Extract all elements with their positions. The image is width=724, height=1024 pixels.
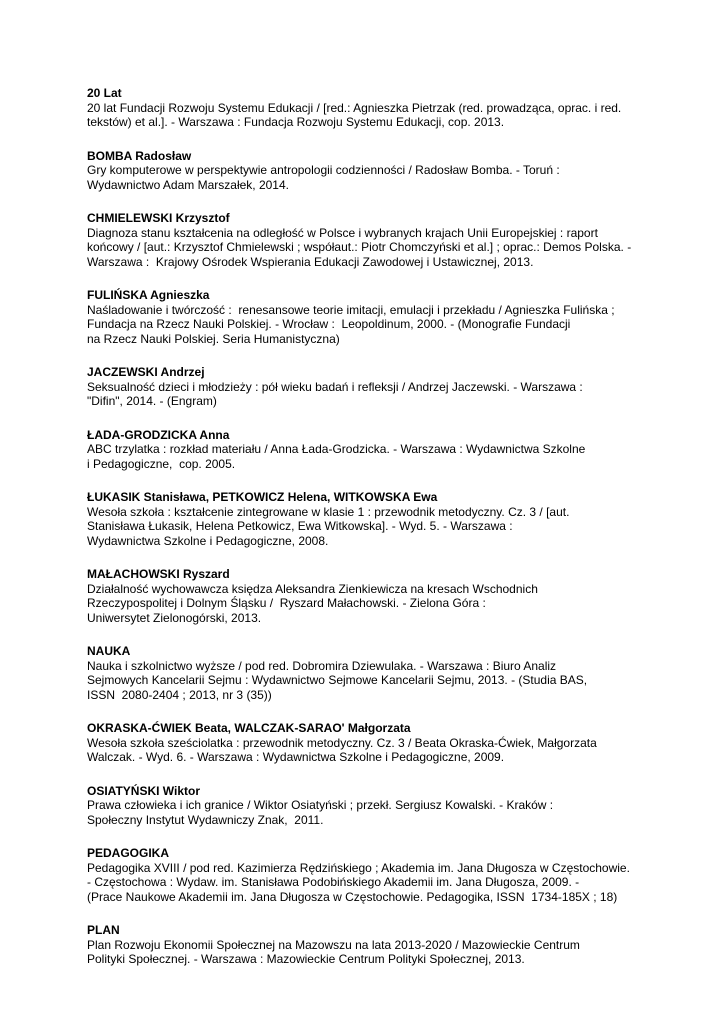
entry-heading: JACZEWSKI Andrzej: [87, 365, 205, 379]
entry-line: Walczak. - Wyd. 6. - Warszawa : Wydawnictwa Szkolne i Pedagogiczne, 2009.: [87, 750, 505, 764]
entry-line: ABC trzylatka : rozkład materiału / Anna Łada-Grodzicka. - Warszawa : Wydawnictwa Szkolne: [87, 442, 586, 456]
entry-jaczewski: [87, 365, 687, 409]
entry-line: Diagnoza stanu kształcenia na odległość w Polsce i wybranych krajach Unii Europejskiej : raport: [87, 225, 598, 240]
entry-heading: ŁADA-GRODZICKA Anna: [87, 427, 230, 442]
entry-line: Prawa człowieka i ich granice / Wiktor Osiatyński ; przekł. Sergiusz Kowalski. - Kraków :: [87, 798, 554, 812]
entry-plan: [87, 923, 687, 967]
entry-heading: MAŁACHOWSKI Ryszard: [87, 567, 230, 581]
entry-osiatynski: [87, 784, 687, 828]
entry-line: ISSN 2080-2404 ; 2013, nr 3 (35)): [87, 687, 272, 702]
entry-nauka: [87, 644, 687, 702]
entry-line: na Rzecz Nauki Polskiej. Seria Humanistyczna): [87, 331, 340, 346]
entry-line: Wesoła szkoła sześciolatka : przewodnik metodyczny. Cz. 3 / Beata Okraska-Ćwiek, Małgorzata: [87, 735, 597, 750]
entry-line: Stanisława Łukasik, Helena Petkowicz, Ewa Witkowska]. - Wyd. 5. - Warszawa :: [87, 519, 513, 533]
entry-line: Warszawa : Krajowy Ośrodek Wspierania Edukacji Zawodowej i Ustawicznej, 2013.: [87, 254, 534, 269]
entry-heading: OSIATYŃSKI Wiktor: [87, 783, 201, 798]
entry-heading: FULIŃSKA Agnieszka: [87, 288, 210, 302]
entry-line: Nauka i szkolnictwo wyższe / pod red. Dobromira Dziewulaka. - Warszawa : Biuro Analiz: [87, 658, 557, 673]
entry-line: Społeczny Instytut Wydawniczy Znak, 2011.: [87, 812, 324, 827]
entry-pedagogika: [87, 846, 687, 904]
entry-chmielewski: [87, 211, 687, 269]
entry-heading: CHMIELEWSKI Krzysztof: [87, 211, 230, 225]
entry-line: 20 lat Fundacji Rozwoju Systemu Edukacji / [red.: Agnieszka Pietrzak (red. prowadząca, oprac. i red.: [87, 100, 622, 115]
entry-line: Seksualność dzieci i młodzieży : pół wieku badań i refleksji / Andrzej Jaczewski. - Warszawa :: [87, 379, 583, 394]
entry-line: Sejmowych Kancelarii Sejmu : Wydawnictwo Sejmowe Kancelarii Sejmu, 2013. - (Studia BAS,: [87, 673, 588, 687]
entry-lada-grodzicka: [87, 428, 687, 472]
entry-heading: BOMBA Radosław: [87, 148, 192, 163]
entry-line: Rzeczypospolitej i Dolnym Śląsku / Ryszard Małachowski. - Zielona Góra :: [87, 596, 486, 610]
entry-fulinska: [87, 288, 687, 346]
entry-malachowski: [87, 567, 687, 625]
entry-heading: PEDAGOGIKA: [87, 846, 170, 860]
entry-line: Wydawnictwo Adam Marszałek, 2014.: [87, 177, 289, 192]
entry-bomba: [87, 149, 687, 193]
entry-line: tekstów) et al.]. - Warszawa : Fundacja Rozwoju Systemu Edukacji, cop. 2013.: [87, 115, 505, 129]
entry-line: - Częstochowa : Wydaw. im. Stanisława Podobińskiego Akademii im. Jana Długosza, 2009. -: [87, 875, 580, 889]
entry-heading: ŁUKASIK Stanisława, PETKOWICZ Helena, WITKOWSKA Ewa: [87, 490, 438, 504]
entry-line: Wesoła szkoła : kształcenie zintegrowane w klasie 1 : przewodnik metodyczny. Cz. 3 / [aut.: [87, 504, 570, 519]
entry-line: i Pedagogiczne, cop. 2005.: [87, 456, 236, 471]
entry-okraska-cwiek: [87, 721, 687, 765]
entry-line: Wydawnictwa Szkolne i Pedagogiczne, 2008.: [87, 533, 329, 548]
entry-line: Pedagogika XVIII / pod red. Kazimierza Rędzińskiego ; Akademia im. Jana Długosza w Częstochowie.: [87, 860, 630, 875]
entry-heading: NAUKA: [87, 644, 131, 658]
entry-line: Działalność wychowawcza księdza Aleksandra Zienkiewicza na kresach Wschodnich: [87, 581, 538, 596]
entry-heading: PLAN: [87, 923, 120, 937]
entry-line: Naśladowanie i twórczość : renesansowe teorie imitacji, emulacji i przekładu / Agnieszka Fulińska ;: [87, 302, 615, 317]
entry-line: Polityki Społecznej. - Warszawa : Mazowieckie Centrum Polityki Społecznej, 2013.: [87, 952, 525, 966]
entry-line: "Difin", 2014. - (Engram): [87, 394, 217, 408]
entry-line: końcowy / [aut.: Krzysztof Chmielewski ; współaut.: Piotr Chomczyński et al.] ; oprac.: Demos Polska. -: [87, 240, 632, 254]
entry-20-lat: [87, 86, 687, 130]
entry-heading: OKRASKA-ĆWIEK Beata, WALCZAK-SARAO' Małgorzata: [87, 721, 411, 735]
entry-lukasik: [87, 490, 687, 548]
bibliography-list: [87, 86, 687, 986]
entry-line: Uniwersytet Zielonogórski, 2013.: [87, 610, 262, 625]
entry-heading: 20 Lat: [87, 86, 122, 100]
entry-line: Gry komputerowe w perspektywie antropologii codzienności / Radosław Bomba. - Toruń :: [87, 163, 560, 177]
entry-line: Plan Rozwoju Ekonomii Społecznej na Mazowszu na lata 2013-2020 / Mazowieckie Centrum: [87, 937, 580, 952]
entry-line: Fundacja na Rzecz Nauki Polskiej. - Wrocław : Leopoldinum, 2000. - (Monografie Fundacji: [87, 317, 571, 331]
entry-line: (Prace Naukowe Akademii im. Jana Długosza w Częstochowie. Pedagogika, ISSN 1734-185X ; 18): [87, 889, 618, 904]
